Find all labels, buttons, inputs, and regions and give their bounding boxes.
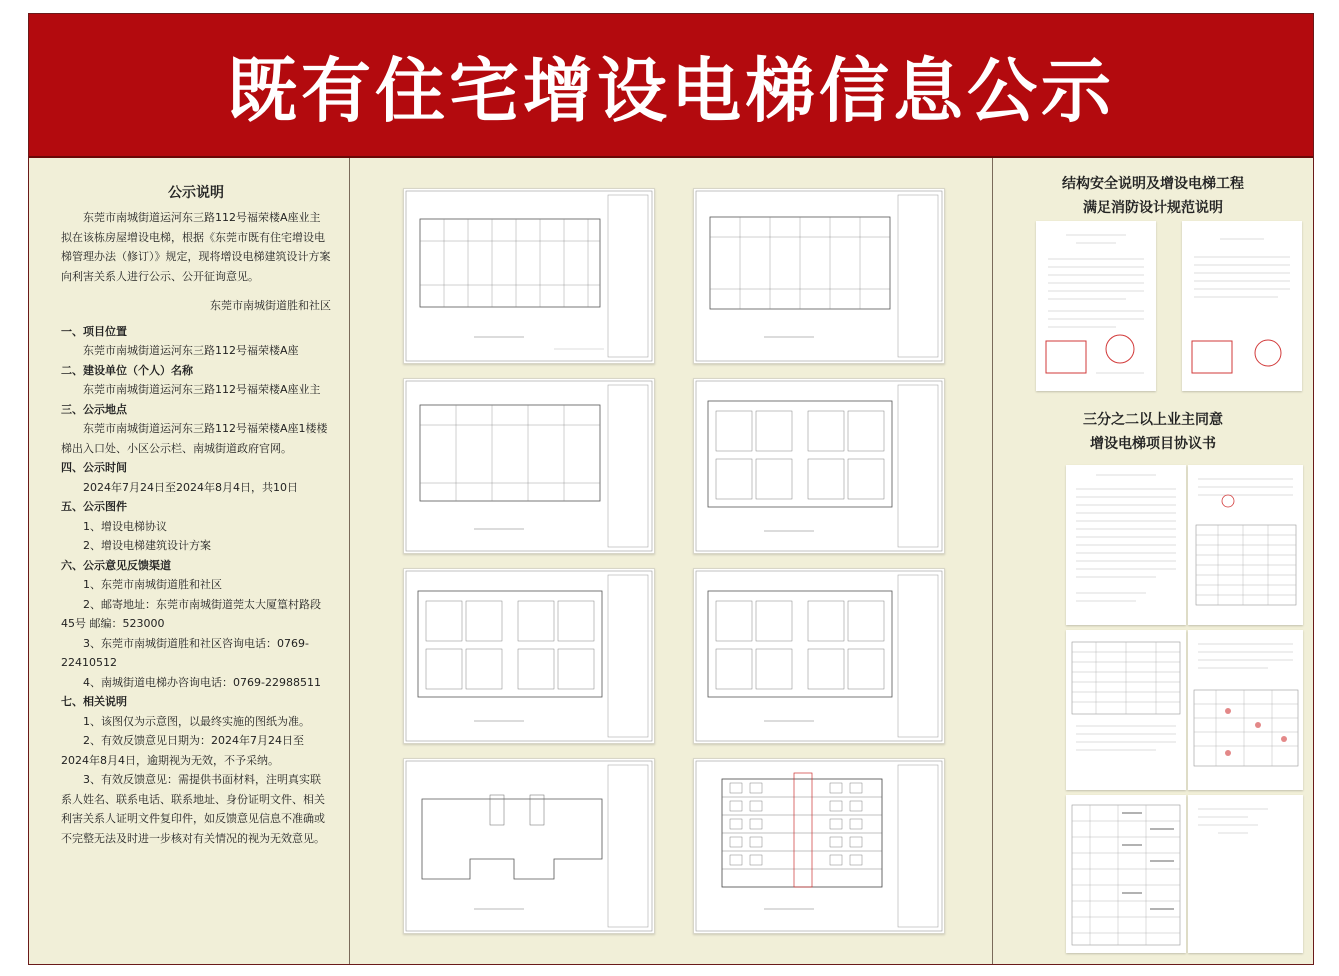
section-line: 3、东莞市南城街道胜和社区咨询电话：0769-22410512	[61, 636, 309, 669]
agreement-page-image	[1188, 795, 1303, 953]
floor-plan-drawing	[693, 378, 945, 554]
floor-plan-image	[404, 569, 654, 743]
floor-plan-image	[694, 189, 944, 363]
agreement-page	[1188, 465, 1303, 625]
section-line: 东莞市南城街道运河东三路112号福荣楼A座	[83, 344, 299, 357]
section-heading: 五、公示图件	[61, 500, 127, 513]
drawings-column	[350, 158, 993, 964]
section-line: 2、邮寄地址：东莞市南城街道莞太大厦篁村路段45号 邮编：523000	[61, 597, 321, 630]
structure-safety-document	[1182, 221, 1302, 391]
agreement-heading-line1: 三分之二以上业主同意	[1083, 412, 1223, 428]
floor-plan-image	[694, 569, 944, 743]
section-heading: 二、建设单位（个人）名称	[61, 363, 193, 377]
banner	[29, 14, 1313, 158]
section-line: 1、东莞市南城街道胜和社区	[83, 578, 222, 591]
floor-plan-drawing	[403, 568, 655, 744]
agreement-page	[1188, 630, 1303, 790]
floor-plan-image	[694, 379, 944, 553]
floor-plan-drawing	[693, 568, 945, 744]
elevation-image	[694, 759, 944, 933]
section-heading: 一、项目位置	[61, 324, 127, 338]
section-heading: 四、公示时间	[61, 461, 127, 474]
floor-plan-drawing	[693, 188, 945, 364]
roof-plan-drawing	[403, 758, 655, 934]
fire-design-document-image	[1036, 221, 1156, 391]
structure-safety-document-image	[1182, 221, 1302, 391]
agreement-page	[1066, 795, 1186, 953]
floor-plan-drawing	[403, 188, 655, 364]
section-line: 1、该图仅为示意图，以最终实施的图纸为准。	[83, 714, 310, 728]
notice-intro: 东莞市南城街道运河东三路112号福荣楼A座业主拟在该栋房屋增设电梯，根据《东莞市既有住宅增设电梯管理办法（修订）》规定，现将增设电梯建筑设计方案向利害关系人进行公示、公开征询意见。	[61, 211, 331, 283]
section-heading: 六、公示意见反馈渠道	[61, 558, 171, 572]
agreement-page	[1066, 465, 1186, 625]
section-line: 东莞市南城街道运河东三路112号福荣楼A座1楼楼梯出入口处、小区公示栏、南城街道政府官网。	[61, 422, 328, 455]
banner-title: 既有住宅增设电梯信息公示	[227, 49, 1115, 132]
notice-title: 公示说明	[168, 185, 224, 201]
section-line: 4、南城街道电梯办咨询电话：0769-22988511	[83, 675, 321, 689]
agreement-page	[1066, 630, 1186, 790]
section-line: 3、有效反馈意见：需提供书面材料，注明真实联系人姓名、联系电话、联系地址、身份证明文件、相关利害关系人证明文件复印件，如反馈意见信息不准确或不完整无法及时进一步核对有关情况的视为无效意见。	[61, 773, 325, 845]
section-line: 2、增设电梯建筑设计方案	[83, 539, 211, 552]
section-heading: 三、公示地点	[61, 402, 127, 416]
agreement-heading-line2: 增设电梯项目协议书	[1090, 436, 1216, 452]
roof-plan-image	[404, 759, 654, 933]
section-line: 1、增设电梯协议	[83, 519, 167, 533]
notice-board	[28, 13, 1314, 965]
agreement-page	[1188, 795, 1303, 953]
agreement-page-image	[1188, 465, 1303, 625]
structure-heading-line2: 满足消防设计规范说明	[1083, 200, 1223, 216]
section-line: 2024年7月24日至2024年8月4日，共10日	[83, 480, 298, 494]
notice-column	[29, 158, 350, 964]
floor-plan-image	[404, 189, 654, 363]
documents-column	[993, 158, 1313, 964]
section-line: 2、有效反馈意见日期为：2024年7月24日至2024年8月4日，逾期视为无效，不予采纳。	[61, 734, 304, 767]
section-line: 东莞市南城街道运河东三路112号福荣楼A座业主	[83, 383, 321, 396]
notice-signature: 东莞市南城街道胜和社区	[210, 299, 331, 312]
agreement-page-image	[1188, 630, 1303, 790]
section-heading: 七、相关说明	[61, 695, 127, 708]
floor-plan-drawing	[403, 378, 655, 554]
floor-plan-image	[404, 379, 654, 553]
elevation-drawing	[693, 758, 945, 934]
structure-heading-line1: 结构安全说明及增设电梯工程	[1062, 176, 1244, 192]
agreement-page-image	[1066, 795, 1186, 953]
agreement-page-image	[1066, 630, 1186, 790]
agreement-page-image	[1066, 465, 1186, 625]
fire-design-document	[1036, 221, 1156, 391]
